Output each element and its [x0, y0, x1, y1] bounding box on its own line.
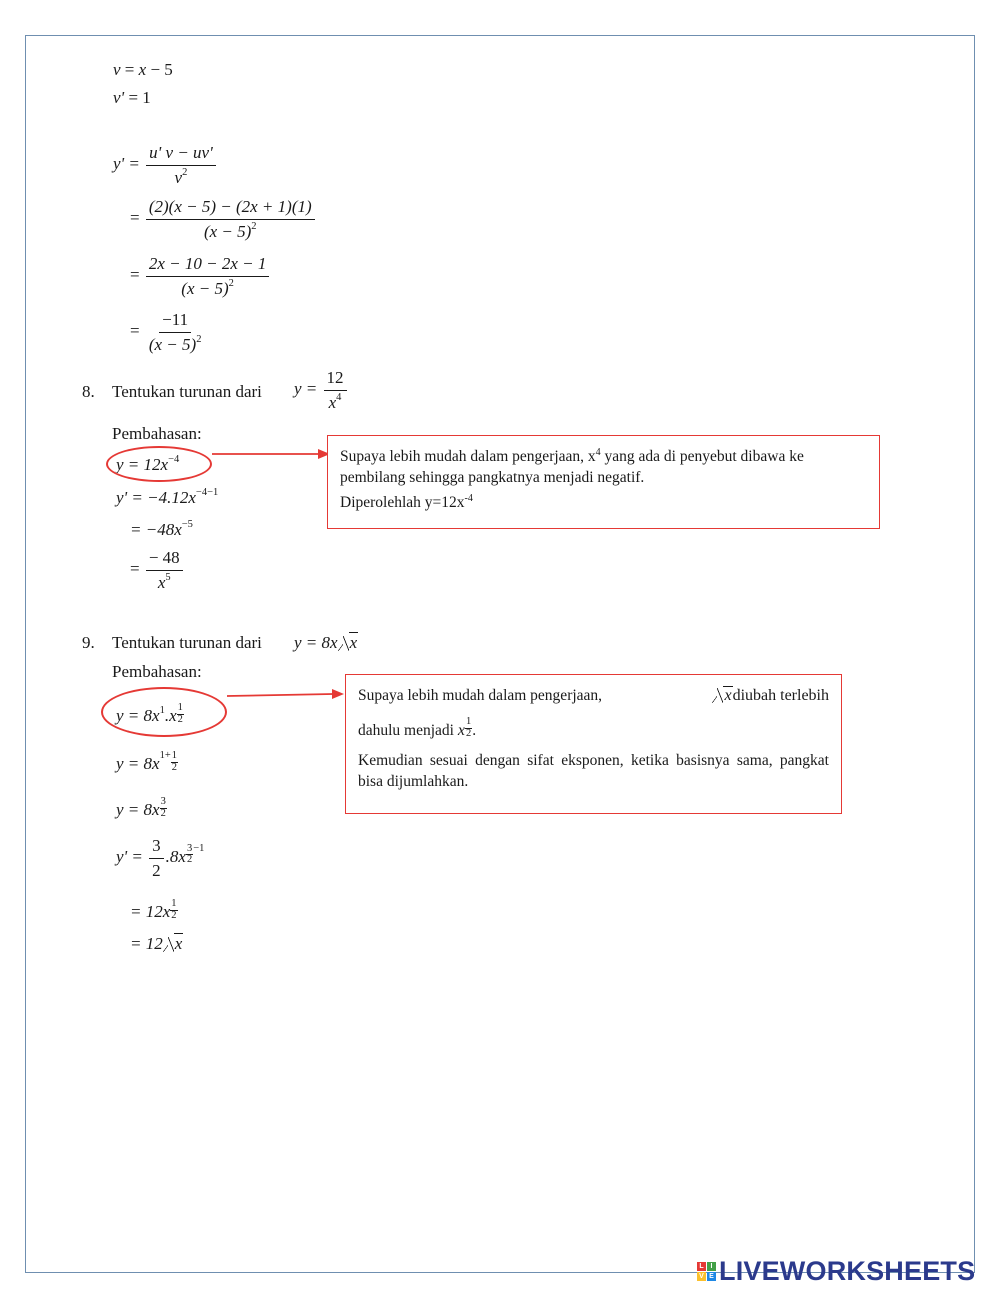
p9-line-1: $y = 8x^1.x$ $\frac{1}{2}$ — [116, 702, 183, 725]
p9-line-5: = 12x $\frac{1}{2}$ — [130, 898, 177, 921]
p9-line-3: y = 8x $\frac{3}{2}$ — [116, 796, 166, 819]
eq-step-3: = $\frac{-11}{(x - 5)^2}$ — [130, 310, 202, 354]
logo-letter-e: E — [707, 1272, 716, 1281]
p8-arrow — [212, 447, 332, 461]
p8-line-3: = $-48x^{-5}$ — [130, 519, 193, 539]
p8-highlight-oval — [106, 446, 212, 482]
eq-step-1: = $\frac{(2)(x - 5) - (2x + 1)(1)}{(x - 5)^2}$ — [130, 197, 317, 241]
p9-note-box: Supaya lebih mudah dalam pengerjaan, xdiubah terlebih dahulu menjadi x $\frac{1}{2}$ . Kemudian sesuai dengan sifat eksponen, ketika basisnya sama, pangkat bisa dijumlahkan. — [345, 674, 842, 814]
problem-9-number: 9. — [82, 633, 95, 652]
p9-line-4: y' = $\frac{3}{2}$ .8x $\frac{3}{2}$ $^{-1}$ — [116, 836, 205, 880]
p9-highlight-oval — [101, 687, 227, 737]
p9-line-2: $y = 8x^{1+}$ $\frac{1}{2}$ — [116, 750, 177, 773]
live-logo-mark-icon — [697, 1262, 716, 1281]
p8-line-1: $y = 12x^{-4}$ — [116, 454, 180, 474]
problem-8-prompt: Tentukan turunan dari — [112, 382, 262, 401]
p8-line-2: $y' = -4.12x^{-4-1}$ — [116, 487, 219, 507]
p9-line-6: = 12 x — [130, 934, 183, 953]
problem-8-number: 8. — [82, 382, 95, 401]
problem-8-function: y = $\frac{12}{x^4}$ — [294, 368, 349, 412]
logo-letter-i: I — [707, 1262, 716, 1271]
logo-text: LIVEWORKSHEETS — [719, 1256, 976, 1286]
eq-v-definition: v = x − 5 — [113, 60, 173, 79]
liveworksheets-logo — [697, 1256, 975, 1287]
eq-step-2: = $\frac{2x - 10 - 2x - 1}{(x - 5)^2}$ — [130, 254, 271, 298]
problem-8-discussion-label: Pembahasan: — [112, 424, 202, 443]
eq-quotient-rule: y' = $\frac{u' v - uv'}{v^2}$ — [113, 143, 218, 187]
p9-arrow — [227, 687, 347, 703]
problem-9-function: y = 8x x — [294, 633, 358, 652]
p8-note-box: Supaya lebih mudah dalam pengerjaan, $x^4$ yang ada di penyebut dibawa ke pembilang sehingga pangkatnya menjadi negatif. Diperolehlah $y=12x^{-4}$ — [327, 435, 880, 529]
problem-9-prompt: Tentukan turunan dari — [112, 633, 262, 652]
logo-letter-v: V — [697, 1272, 706, 1281]
eq-v-prime: v' = 1 — [113, 88, 151, 107]
logo-letter-l: L — [697, 1262, 706, 1271]
problem-9-discussion-label: Pembahasan: — [112, 662, 202, 681]
p8-line-4: = $\frac{- 48}{x^5}$ — [130, 548, 185, 592]
